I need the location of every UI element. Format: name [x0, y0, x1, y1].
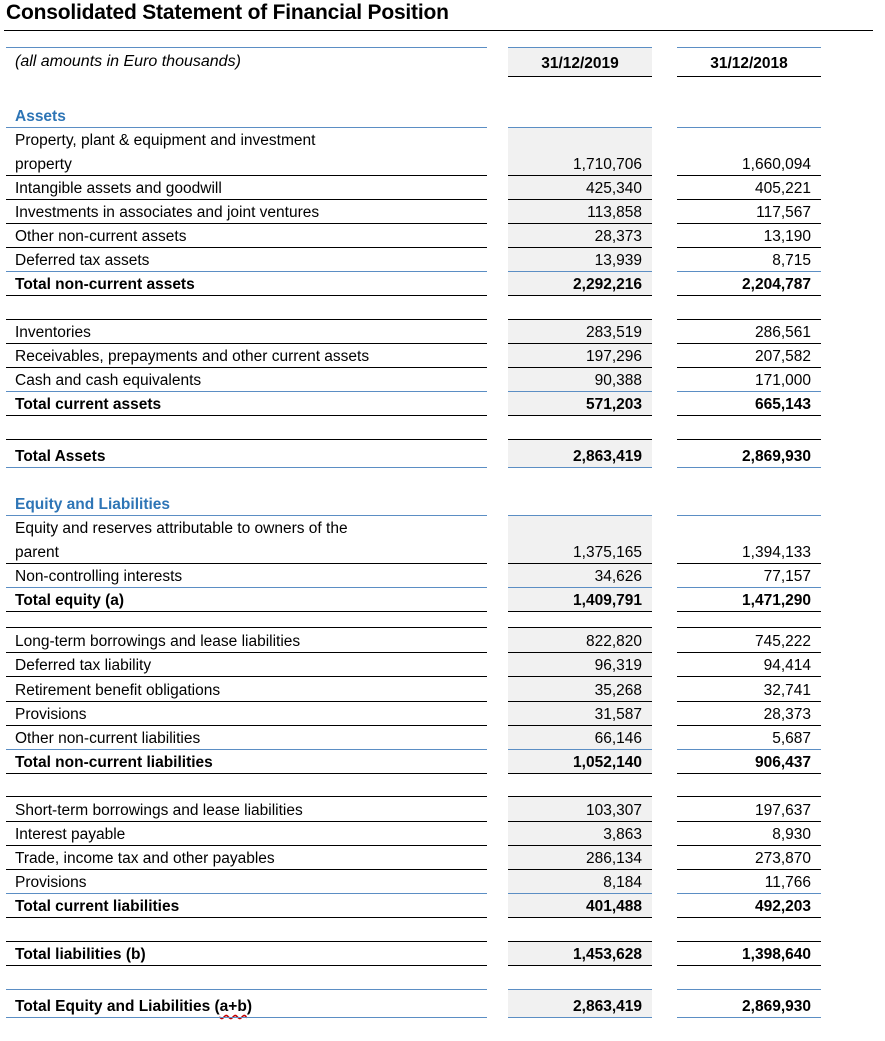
value-2018: 117,567 [756, 204, 811, 221]
value-2018: 1,471,290 [742, 592, 811, 609]
value-2019: 286,134 [585, 850, 642, 867]
value-2018: 94,414 [763, 657, 811, 674]
group-rule [0, 416, 885, 440]
value-2018: 5,687 [772, 730, 811, 747]
row-label: Trade, income tax and other payables [15, 850, 275, 867]
header-rule [508, 76, 652, 77]
value-2019: 113,858 [587, 204, 642, 221]
row-label: Deferred tax assets [15, 252, 150, 269]
table-row [0, 702, 885, 726]
table-row [0, 516, 885, 564]
header-rule [6, 47, 487, 48]
value-2018: 11,766 [764, 874, 811, 891]
row-label: Short-term borrowings and lease liabilities [15, 802, 303, 819]
value-2019: 31,587 [594, 706, 642, 723]
value-2019: 2,863,419 [573, 998, 642, 1015]
group-rule [0, 966, 885, 990]
value-2018: 13,190 [763, 228, 811, 245]
value-2019: 28,373 [594, 228, 642, 245]
value-2019: 103,307 [585, 802, 642, 819]
value-2018: 207,582 [754, 348, 811, 365]
header-rule [677, 76, 821, 77]
table-row [0, 368, 885, 392]
value-2019: 66,146 [594, 730, 642, 747]
row-label-text: ) [246, 998, 252, 1015]
value-2019: 3,863 [603, 826, 642, 843]
value-2019: 35,268 [594, 682, 642, 699]
value-2018: 1,394,133 [742, 544, 811, 561]
row-label: Retirement benefit obligations [15, 682, 221, 699]
row-label: Inventories [15, 324, 91, 341]
column-header-2019: 31/12/2019 [541, 55, 619, 72]
value-2019: 8,184 [603, 874, 642, 891]
row-label: Equity and reserves attributable to owners of the [15, 520, 348, 537]
row-label-cont: property [15, 156, 72, 173]
table-row [0, 870, 885, 894]
row-label: Other non-current liabilities [15, 730, 201, 747]
value-2019: 13,939 [594, 252, 642, 269]
row-label: Total equity (a) [15, 592, 125, 609]
column-header-2018: 31/12/2018 [710, 55, 788, 72]
value-2018: 2,204,787 [742, 276, 811, 293]
units-note: (all amounts in Euro thousands) [15, 53, 241, 70]
table-row [0, 629, 885, 653]
table-row [0, 176, 885, 200]
value-2019: 283,519 [585, 324, 642, 341]
table-row [0, 822, 885, 846]
value-2019: 90,388 [594, 372, 642, 389]
value-2018: 197,637 [754, 802, 811, 819]
value-2018: 745,222 [754, 633, 811, 650]
row-label: Total liabilities (b) [15, 946, 146, 963]
total-row [0, 272, 885, 296]
value-2018: 286,561 [754, 324, 811, 341]
table-row [0, 344, 885, 368]
total-row [0, 894, 885, 918]
value-2019: 822,820 [585, 633, 642, 650]
total-row [0, 750, 885, 774]
table-row [0, 678, 885, 702]
row-label: Receivables, prepayments and other current assets [15, 348, 370, 365]
row-label-text: Total Equity and Liabilities ( [15, 998, 220, 1015]
table-row [0, 200, 885, 224]
title-rule [4, 30, 873, 31]
value-2019: 34,626 [594, 568, 642, 585]
table-row [0, 248, 885, 272]
row-label: Total current assets [15, 396, 162, 413]
value-2018: 405,221 [754, 180, 811, 197]
value-2018: 2,869,930 [742, 998, 811, 1015]
section-equity-liabilities: Equity and Liabilities [15, 496, 171, 513]
value-2018: 77,157 [763, 568, 811, 585]
row-label: Long-term borrowings and lease liabilities [15, 633, 301, 650]
value-2018: 906,437 [754, 754, 811, 771]
value-2018: 665,143 [754, 396, 811, 413]
value-2019: 1,453,628 [573, 946, 642, 963]
row-label: Non-controlling interests [15, 568, 183, 585]
table-row [0, 798, 885, 822]
value-2018: 8,930 [772, 826, 811, 843]
total-row [0, 942, 885, 966]
row-label: Provisions [15, 706, 87, 723]
row-label: Total non-current assets [15, 276, 195, 293]
value-2018: 171,000 [754, 372, 811, 389]
group-rule [0, 773, 885, 797]
group-rule [0, 296, 885, 320]
table-row [0, 564, 885, 588]
total-row [0, 588, 885, 612]
value-2018: 2,869,930 [742, 448, 811, 465]
row-label: Deferred tax liability [15, 657, 152, 674]
value-2018: 8,715 [772, 252, 811, 269]
row-label: Cash and cash equivalents [15, 372, 202, 389]
value-2019: 1,052,140 [573, 754, 642, 771]
value-2019: 1,375,165 [573, 544, 642, 561]
header-rule [677, 47, 821, 48]
value-2018: 1,660,094 [742, 156, 811, 173]
row-label: Other non-current assets [15, 228, 187, 245]
group-rule [0, 918, 885, 942]
value-2019: 425,340 [585, 180, 642, 197]
value-2018: 492,203 [754, 898, 811, 915]
row-label: Intangible assets and goodwill [15, 180, 222, 197]
section-rule [0, 492, 885, 516]
row-label: Interest payable [15, 826, 126, 843]
value-2018: 32,741 [763, 682, 811, 699]
total-row [0, 392, 885, 416]
value-2018: 28,373 [763, 706, 811, 723]
row-label-cont: parent [15, 544, 59, 561]
section-assets: Assets [15, 108, 66, 125]
page-title: Consolidated Statement of Financial Position [6, 1, 449, 24]
value-2019: 2,292,216 [573, 276, 642, 293]
row-label-text: a+b [219, 998, 247, 1015]
value-2019: 1,409,791 [573, 592, 642, 609]
grand-total-row [0, 444, 885, 468]
value-2018: 273,870 [754, 850, 811, 867]
value-2019: 197,296 [585, 348, 642, 365]
row-label [15, 998, 252, 1016]
table-row [0, 726, 885, 750]
row-label: Investments in associates and joint ventures [15, 204, 320, 221]
value-2018: 1,398,640 [742, 946, 811, 963]
row-label: Provisions [15, 874, 87, 891]
section-rule [0, 104, 885, 128]
grand-total-row [0, 994, 885, 1018]
table-row [0, 320, 885, 344]
value-2019: 401,488 [585, 898, 642, 915]
value-2019: 96,319 [594, 657, 642, 674]
row-label: Total non-current liabilities [15, 754, 213, 771]
value-2019: 571,203 [585, 396, 642, 413]
table-row [0, 653, 885, 677]
row-label: Total Assets [15, 448, 106, 465]
table-row [0, 846, 885, 870]
row-label: Total current liabilities [15, 898, 180, 915]
table-row [0, 224, 885, 248]
value-2019: 2,863,419 [573, 448, 642, 465]
value-2019: 1,710,706 [573, 156, 642, 173]
table-row [0, 128, 885, 176]
row-label: Property, plant & equipment and investment [15, 132, 316, 149]
